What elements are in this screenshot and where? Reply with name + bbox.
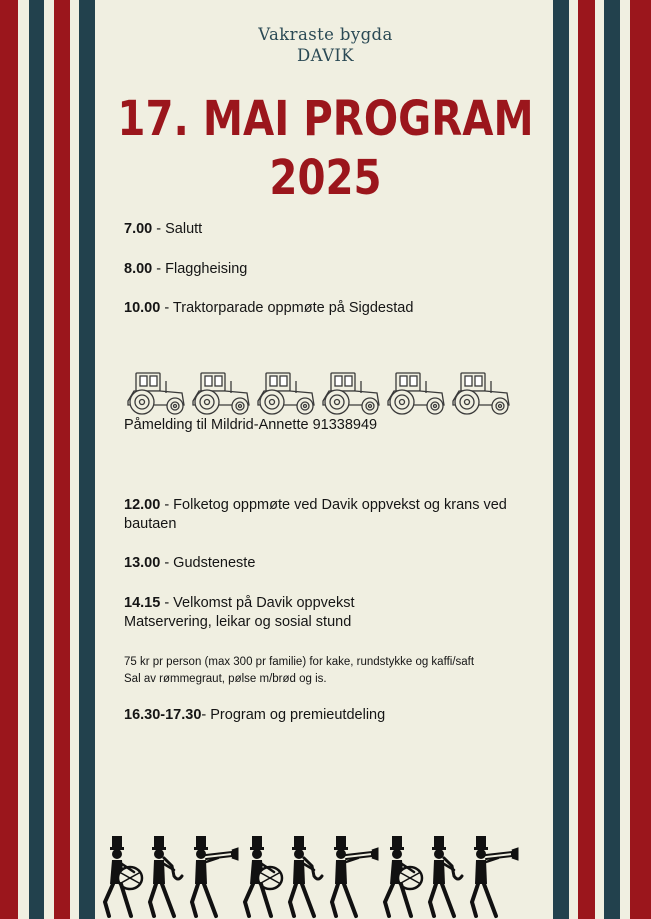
right-stripe-red-2 <box>630 0 651 919</box>
tractor-icon <box>323 373 379 414</box>
text-premieutdeling: - Program og premieutdeling <box>201 707 386 723</box>
time-traktorparade: 10.00 <box>124 300 161 316</box>
right-stripe-navy-2 <box>604 0 620 919</box>
tractor-icon <box>388 373 444 414</box>
marching-musician-icon <box>385 836 422 916</box>
price-info <box>124 654 474 688</box>
text-velkomst: - Velkomst på Davik oppvekst <box>160 595 355 611</box>
marching-musician-icon <box>150 836 182 916</box>
marching-musician-icon <box>192 836 238 916</box>
marching-musician-icon <box>472 836 518 916</box>
text-velkomst-line-2: Matservering, leikar og sosial stund <box>124 614 352 630</box>
marching-musician-icon <box>105 836 142 916</box>
marching-musician-icon <box>245 836 282 916</box>
organizer-line-1: Vakraste bygda <box>258 25 393 44</box>
text-folketog: - Folketog oppmøte ved Davik oppvekst og krans ved <box>160 497 507 513</box>
price-line-2: Sal av rømmegraut, pølse m/brød og is. <box>124 673 327 685</box>
time-salutt: 7.00 <box>124 221 153 237</box>
item-folketog <box>124 496 507 534</box>
time-premieutdeling: 16.30-17.30 <box>124 707 202 723</box>
time-gudsteneste: 13.00 <box>124 555 161 571</box>
tractor-icon <box>258 373 314 414</box>
marching-band <box>100 830 520 919</box>
item-velkomst <box>124 594 355 632</box>
item-flaggheising <box>124 260 247 279</box>
text-traktorparade: - Traktorparade oppmøte på Sigdestad <box>160 300 414 316</box>
text-salutt: - Salutt <box>152 221 203 237</box>
item-gudsteneste <box>124 554 255 573</box>
title-line-2: 2025 <box>269 150 382 206</box>
organizer-line-2: DAVIK <box>296 46 355 65</box>
time-folketog: 12.00 <box>124 497 161 513</box>
text-flaggheising: - Flaggheising <box>152 261 248 277</box>
price-line-1: 75 kr pr person (max 300 pr familie) for kake, rundstykke og kaffi/saft <box>124 656 475 668</box>
text-gudsteneste: - Gudsteneste <box>160 555 256 571</box>
text-folketog-line-2: bautaen <box>124 516 177 532</box>
time-flaggheising: 8.00 <box>124 261 153 277</box>
tractor-row <box>126 370 526 416</box>
tractor-icon <box>453 373 509 414</box>
page-title <box>52 90 599 208</box>
left-stripe-red-1 <box>0 0 18 919</box>
item-premieutdeling <box>124 706 385 725</box>
left-stripe-navy-1 <box>29 0 44 919</box>
tractor-icon <box>193 373 249 414</box>
marching-musician-icon <box>290 836 322 916</box>
organizer <box>0 24 651 66</box>
registration-info: Påmelding til Mildrid-Annette 91338949 <box>124 417 378 433</box>
tractor-icon <box>128 373 184 414</box>
item-traktorparade <box>124 299 413 318</box>
time-velkomst: 14.15 <box>124 595 161 611</box>
item-salutt <box>124 220 202 239</box>
marching-musician-icon <box>332 836 378 916</box>
title-line-1: 17. MAI PROGRAM <box>117 91 534 147</box>
marching-musician-icon <box>430 836 462 916</box>
